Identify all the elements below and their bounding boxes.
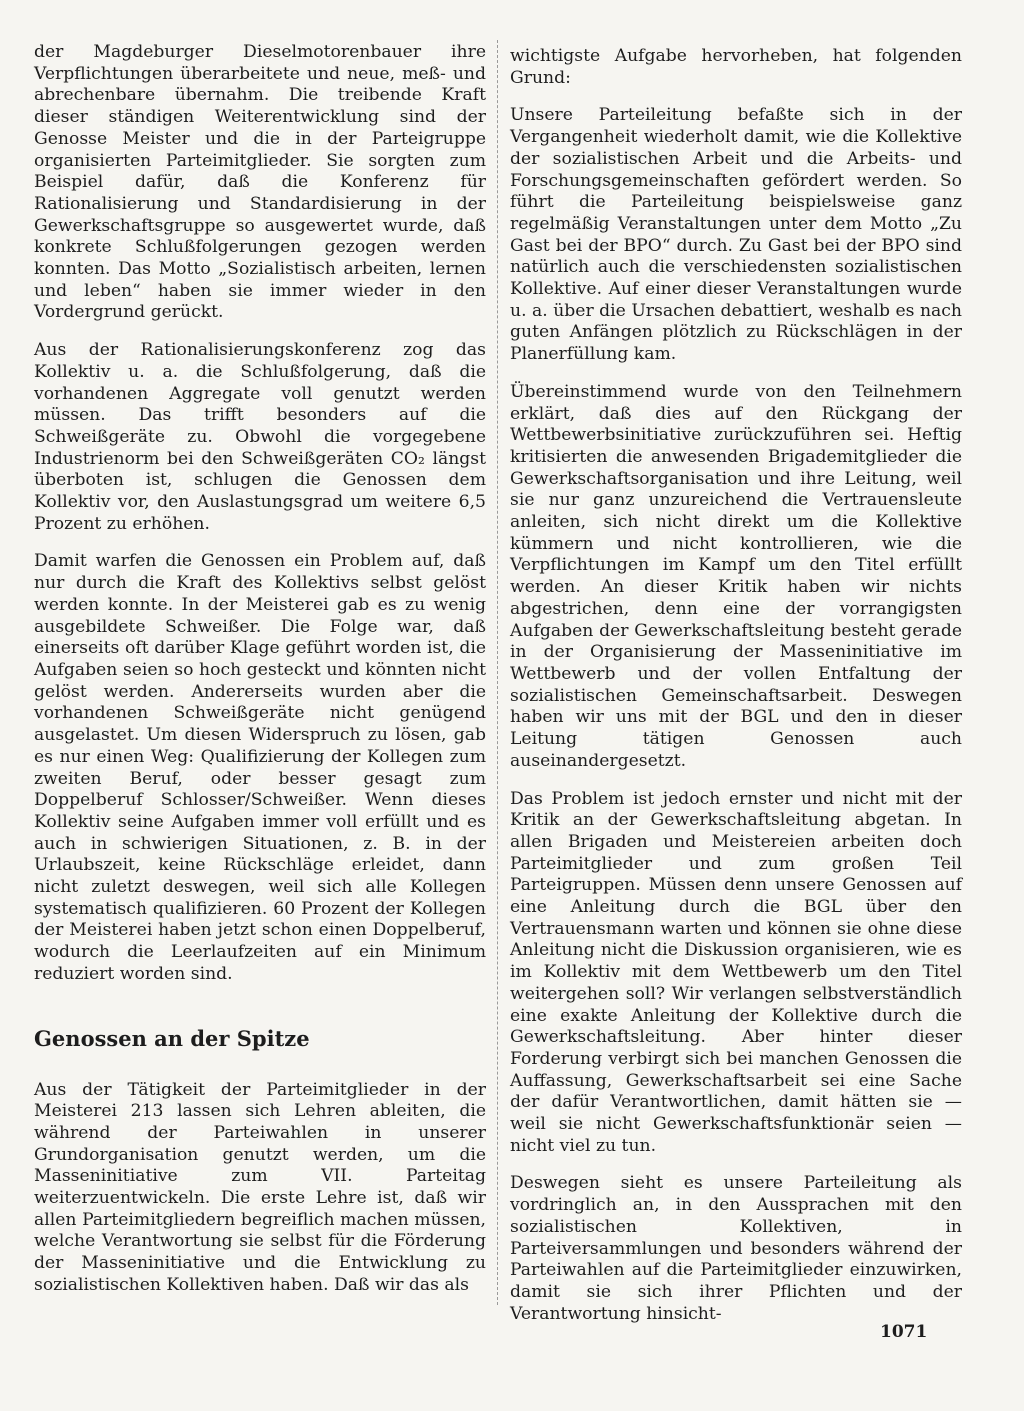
page-number: 1071: [880, 1322, 928, 1342]
paragraph: Aus der Tätigkeit der Parteimitglieder in der Meisterei 213 lassen sich Lehren ableiten, die während der Parteiwahlen in unserer Grundorganisation genutzt werden, um die Masseninitiative zum VII. Parteitag weiterzuentwickeln. Die erste Lehre ist, daß wir allen Parteimitgliedern begreiflich machen müssen, welche Verantwortung sie selbst für die Förderung der Masseninitiative und die Entwicklung zu sozialistischen Kollektiven haben. Daß wir das als: [34, 1079, 486, 1295]
paragraph: Damit warfen die Genossen ein Problem auf, daß nur durch die Kraft des Kollektivs selbst gelöst werden konnte. In der Meisterei gab es zu wenig ausgebildete Schweißer. Die Folge war, daß einerseits oft darüber Klage geführt worden ist, die Aufgaben seien so hoch gesteckt und könnten nicht gelöst werden. Andererseits wurden aber die vorhandenen Schweißgeräte nicht genügend ausgelastet. Um diesen Widerspruch zu lösen, gab es nur einen Weg: Qualifizierung der Kollegen zum zweiten Beruf, oder besser gesagt zum Doppelberuf Schlosser/Schweißer. Wenn dieses Kollektiv seine Aufgaben immer voll erfüllt und es auch in schwierigen Situationen, z. B. in der Urlaubszeit, keine Rückschläge erleidet, dann nicht zuletzt deswegen, weil sich alle Kollegen systematisch qualifizieren. 60 Prozent der Kollegen der Meisterei haben jetzt schon einen Doppelberuf, wodurch die Leerlaufzeiten auf ein Minimum reduziert worden sind.: [34, 551, 486, 984]
section-heading: Genossen an der Spitze: [34, 1025, 310, 1051]
paragraph: wichtigste Aufgabe hervorheben, hat folgenden Grund:: [510, 46, 962, 88]
paragraph: Das Problem ist jedoch ernster und nicht mit der Kritik an der Gewerkschaftsleitung abgetan. In allen Brigaden und Meistereien arbeiten doch Parteimitglieder und zum großen Teil Parteigruppen. Müssen denn unsere Genossen auf eine Anleitung durch die BGL über den Vertrauensmann warten und können sie ohne diese Anleitung nicht die Diskussion organisieren, wie es im Kollektiv mit dem Wettbewerb um den Titel weitergehen soll? Wir verlangen selbstverständlich eine exakte Anleitung der Kollektive durch die Gewerkschaftsleitung. Aber hinter dieser Forderung verbirgt sich bei manchen Genossen die Auffassung, Gewerkschaftsarbeit sei eine Sache der dafür Verantwortlichen, damit hätten sie — weil sie nicht Gewerkschaftsfunktionär seien — nicht viel zu tun.: [510, 788, 962, 1156]
paragraph: Deswegen sieht es unsere Parteileitung als vordringlich an, in den Aussprachen mit den sozialistischen Kollektiven, in Parteiversammlungen und besonders während der Parteiwahlen auf die Parteimitglieder einzuwirken, damit sie sich ihrer Pflichten und der Verantwortung hinsicht-: [510, 1173, 962, 1324]
paragraph: Übereinstimmend wurde von den Teilnehmern erklärt, daß dies auf den Rückgang der Wettbewerbsinitiative zurückzuführen sei. Heftig kritisierten die anwesenden Brigademitglieder die Gewerkschaftsorganisation und ihre Leitung, weil sie nur ganz unzureichend die Vertrauensleute anleiten, sich nicht direkt um die Kollektive kümmern und nicht kontrollieren, wie die Verpflichtungen im Kampf um den Titel erfüllt werden. An dieser Kritik haben wir nichts abgestrichen, denn eine der vorrangigsten Aufgaben der Gewerkschaftsleitung besteht gerade in der Organisierung der Masseninitiative im Wettbewerb und der vollen Entfaltung der sozialistischen Gemeinschaftsarbeit. Deswegen haben wir uns mit der BGL und den in dieser Leitung tätigen Genossen auch auseinandergesetzt.: [510, 381, 962, 771]
paragraph: der Magdeburger Dieselmotorenbauer ihre Verpflichtungen überarbeitete und neue, meß- und abrechenbare übernahm. Die treibende Kraft dieser ständigen Weiterentwicklung sind der Genosse Meister und die in der Parteigruppe organisierten Parteimitglieder. Sie sorgten zum Beispiel dafür, daß die Konferenz für Rationalisierung und Standardisierung in der Gewerkschaftsgruppe so ausgewertet wurde, daß konkrete Schlußfolgerungen gezogen werden konnten. Das Motto „Sozialistisch arbeiten, lernen und leben“ haben sie immer wieder in den Vordergrund gerückt.: [34, 42, 486, 323]
paragraph: Unsere Parteileitung befaßte sich in der Vergangenheit wiederholt damit, wie die Kollektive der sozialistischen Arbeit und die Arbeits- und Forschungsgemeinschaften gefördert werden. So führt die Parteileitung beispielsweise ganz regelmäßig Veranstaltungen unter dem Motto „Zu Gast bei der BPO“ durch. Zu Gast bei der BPO sind natürlich auch die verschiedensten sozialistischen Kollektive. Auf einer dieser Veranstaltungen wurde u. a. über die Ursachen debattiert, weshalb es nach guten Anfängen plötzlich zu Rückschlägen in der Planerfüllung kam.: [510, 105, 962, 365]
right-column: [510, 46, 962, 1341]
column-divider: [497, 40, 498, 1305]
paragraph: Aus der Rationalisierungskonferenz zog das Kollektiv u. a. die Schlußfolgerung, daß die vorhandenen Aggregate voll genutzt werden müssen. Das trifft besonders auf die Schweißgeräte zu. Obwohl die vorgegebene Industrienorm bei den Schweißgeräten CO₂ längst überboten ist, schlugen die Genossen dem Kollektiv vor, den Auslastungsgrad um weitere 6,5 Prozent zu erhöhen.: [34, 340, 486, 534]
left-column: [34, 42, 486, 1313]
